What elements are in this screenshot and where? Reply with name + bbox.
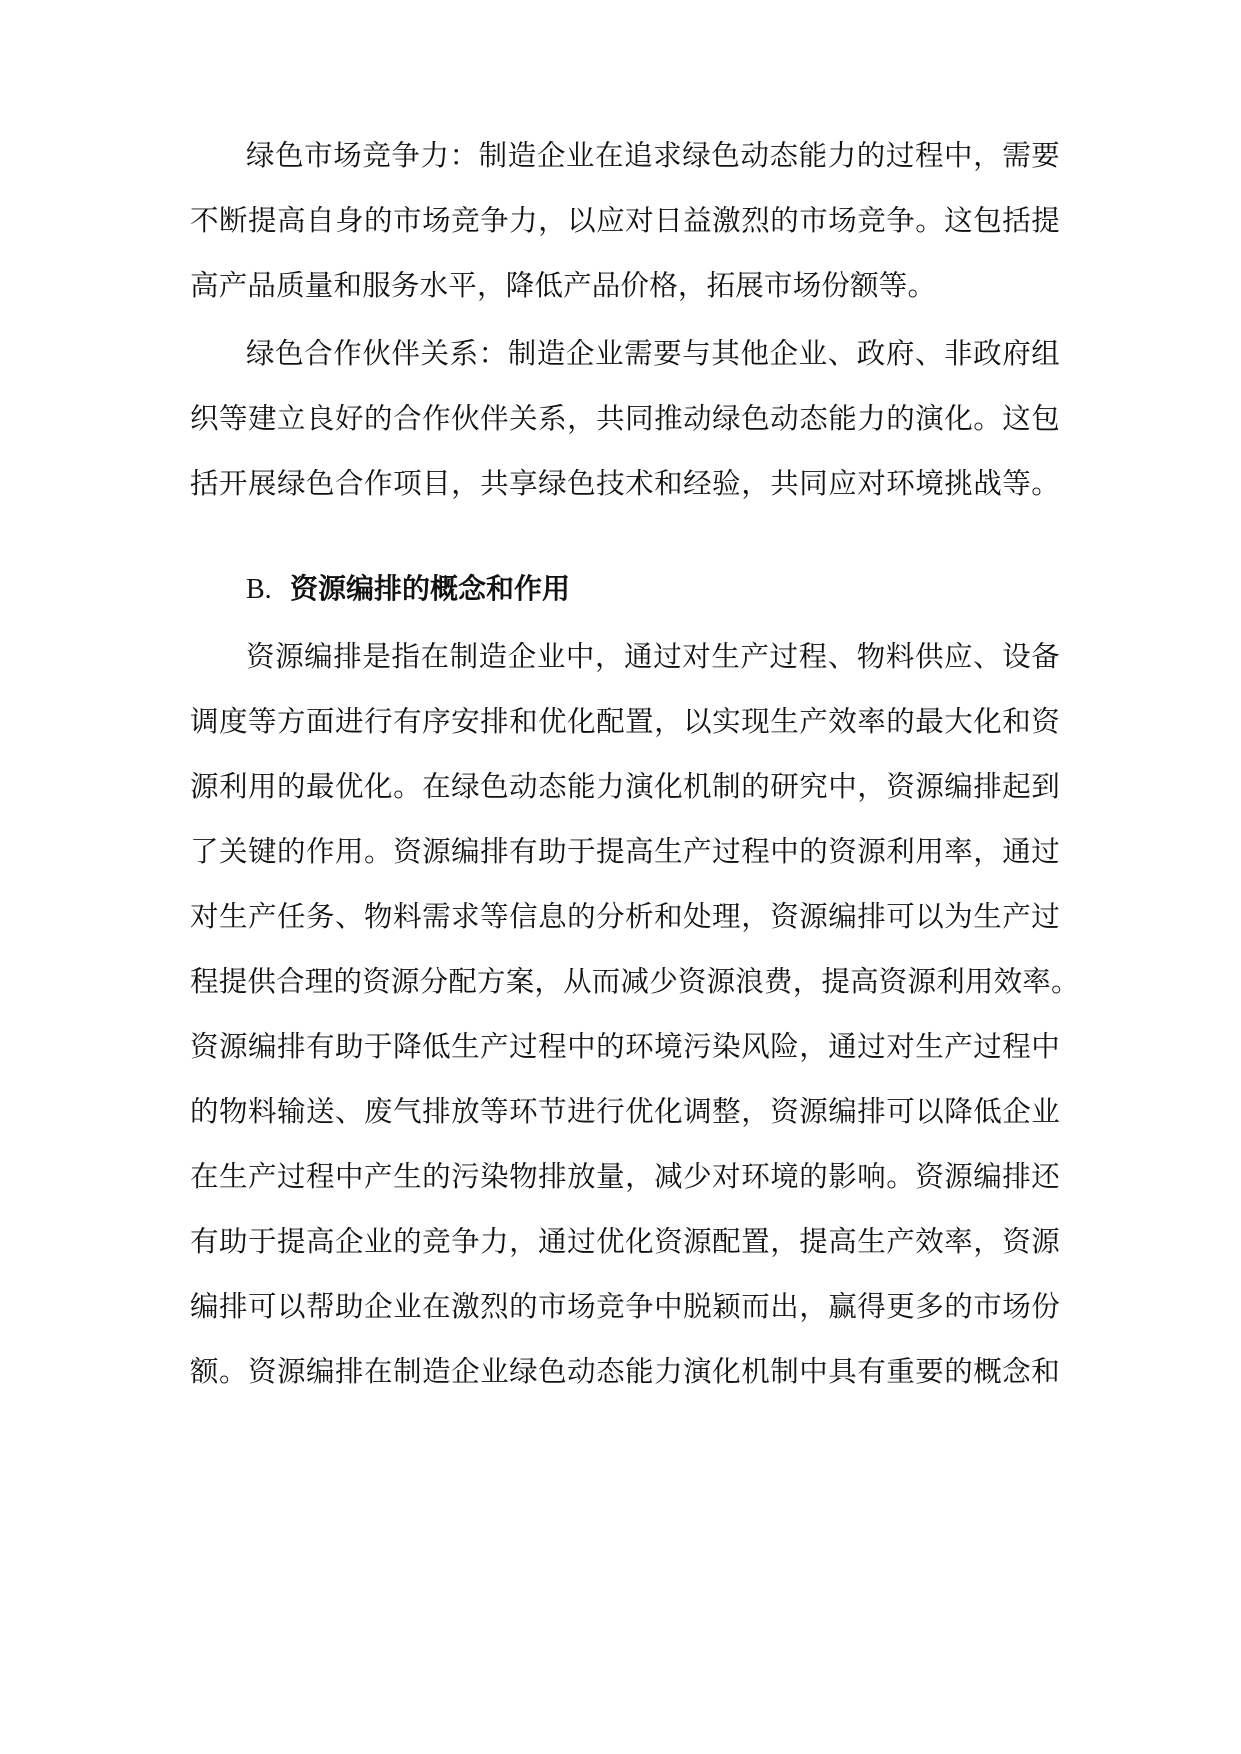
section-heading [246, 569, 570, 609]
text-line: 程提供合理的资源分配方案，从而减少资源浪费，提高资源利用效率。 [190, 965, 1080, 998]
text-line: 绿色合作伙伴关系：制造企业需要与其他企业、政府、非政府组 [246, 337, 1060, 370]
section-title: 资源编排的概念和作用 [290, 572, 571, 605]
text-line: 资源编排有助于降低生产过程中的环境污染风险，通过对生产过程中 [190, 1030, 1060, 1063]
text-line: 不断提高自身的市场竞争力，以应对日益激烈的市场竞争。这包括提 [190, 204, 1060, 237]
text-line: 括开展绿色合作项目，共享绿色技术和经验，共同应对环境挑战等。 [190, 467, 1060, 500]
text-line: 在生产过程中产生的污染物排放量，减少对环境的影响。资源编排还 [190, 1160, 1060, 1193]
text-line: 调度等方面进行有序安排和优化配置，以实现生产效率的最大化和资 [190, 705, 1060, 738]
text-line: 有助于提高企业的竞争力，通过优化资源配置，提高生产效率，资源 [190, 1225, 1060, 1258]
text-line: 编排可以帮助企业在激烈的市场竞争中脱颖而出，赢得更多的市场份 [190, 1290, 1060, 1323]
section-number: B. [246, 574, 272, 605]
text-line: 织等建立良好的合作伙伴关系，共同推动绿色动态能力的演化。这包 [190, 402, 1060, 435]
text-line: 了关键的作用。资源编排有助于提高生产过程中的资源利用率，通过 [190, 835, 1060, 868]
text-line: 绿色市场竞争力：制造企业在追求绿色动态能力的过程中，需要 [246, 139, 1060, 172]
text-line: 高产品质量和服务水平，降低产品价格，拓展市场份额等。 [190, 269, 937, 302]
text-line: 额。资源编排在制造企业绿色动态能力演化机制中具有重要的概念和 [190, 1355, 1060, 1388]
text-line: 源利用的最优化。在绿色动态能力演化机制的研究中，资源编排起到 [190, 770, 1060, 803]
text-line: 对生产任务、物料需求等信息的分析和处理，资源编排可以为生产过 [190, 900, 1060, 933]
text-line: 资源编排是指在制造企业中，通过对生产过程、物料供应、设备 [246, 640, 1060, 673]
text-line: 的物料输送、废气排放等环节进行优化调整，资源编排可以降低企业 [190, 1095, 1060, 1128]
